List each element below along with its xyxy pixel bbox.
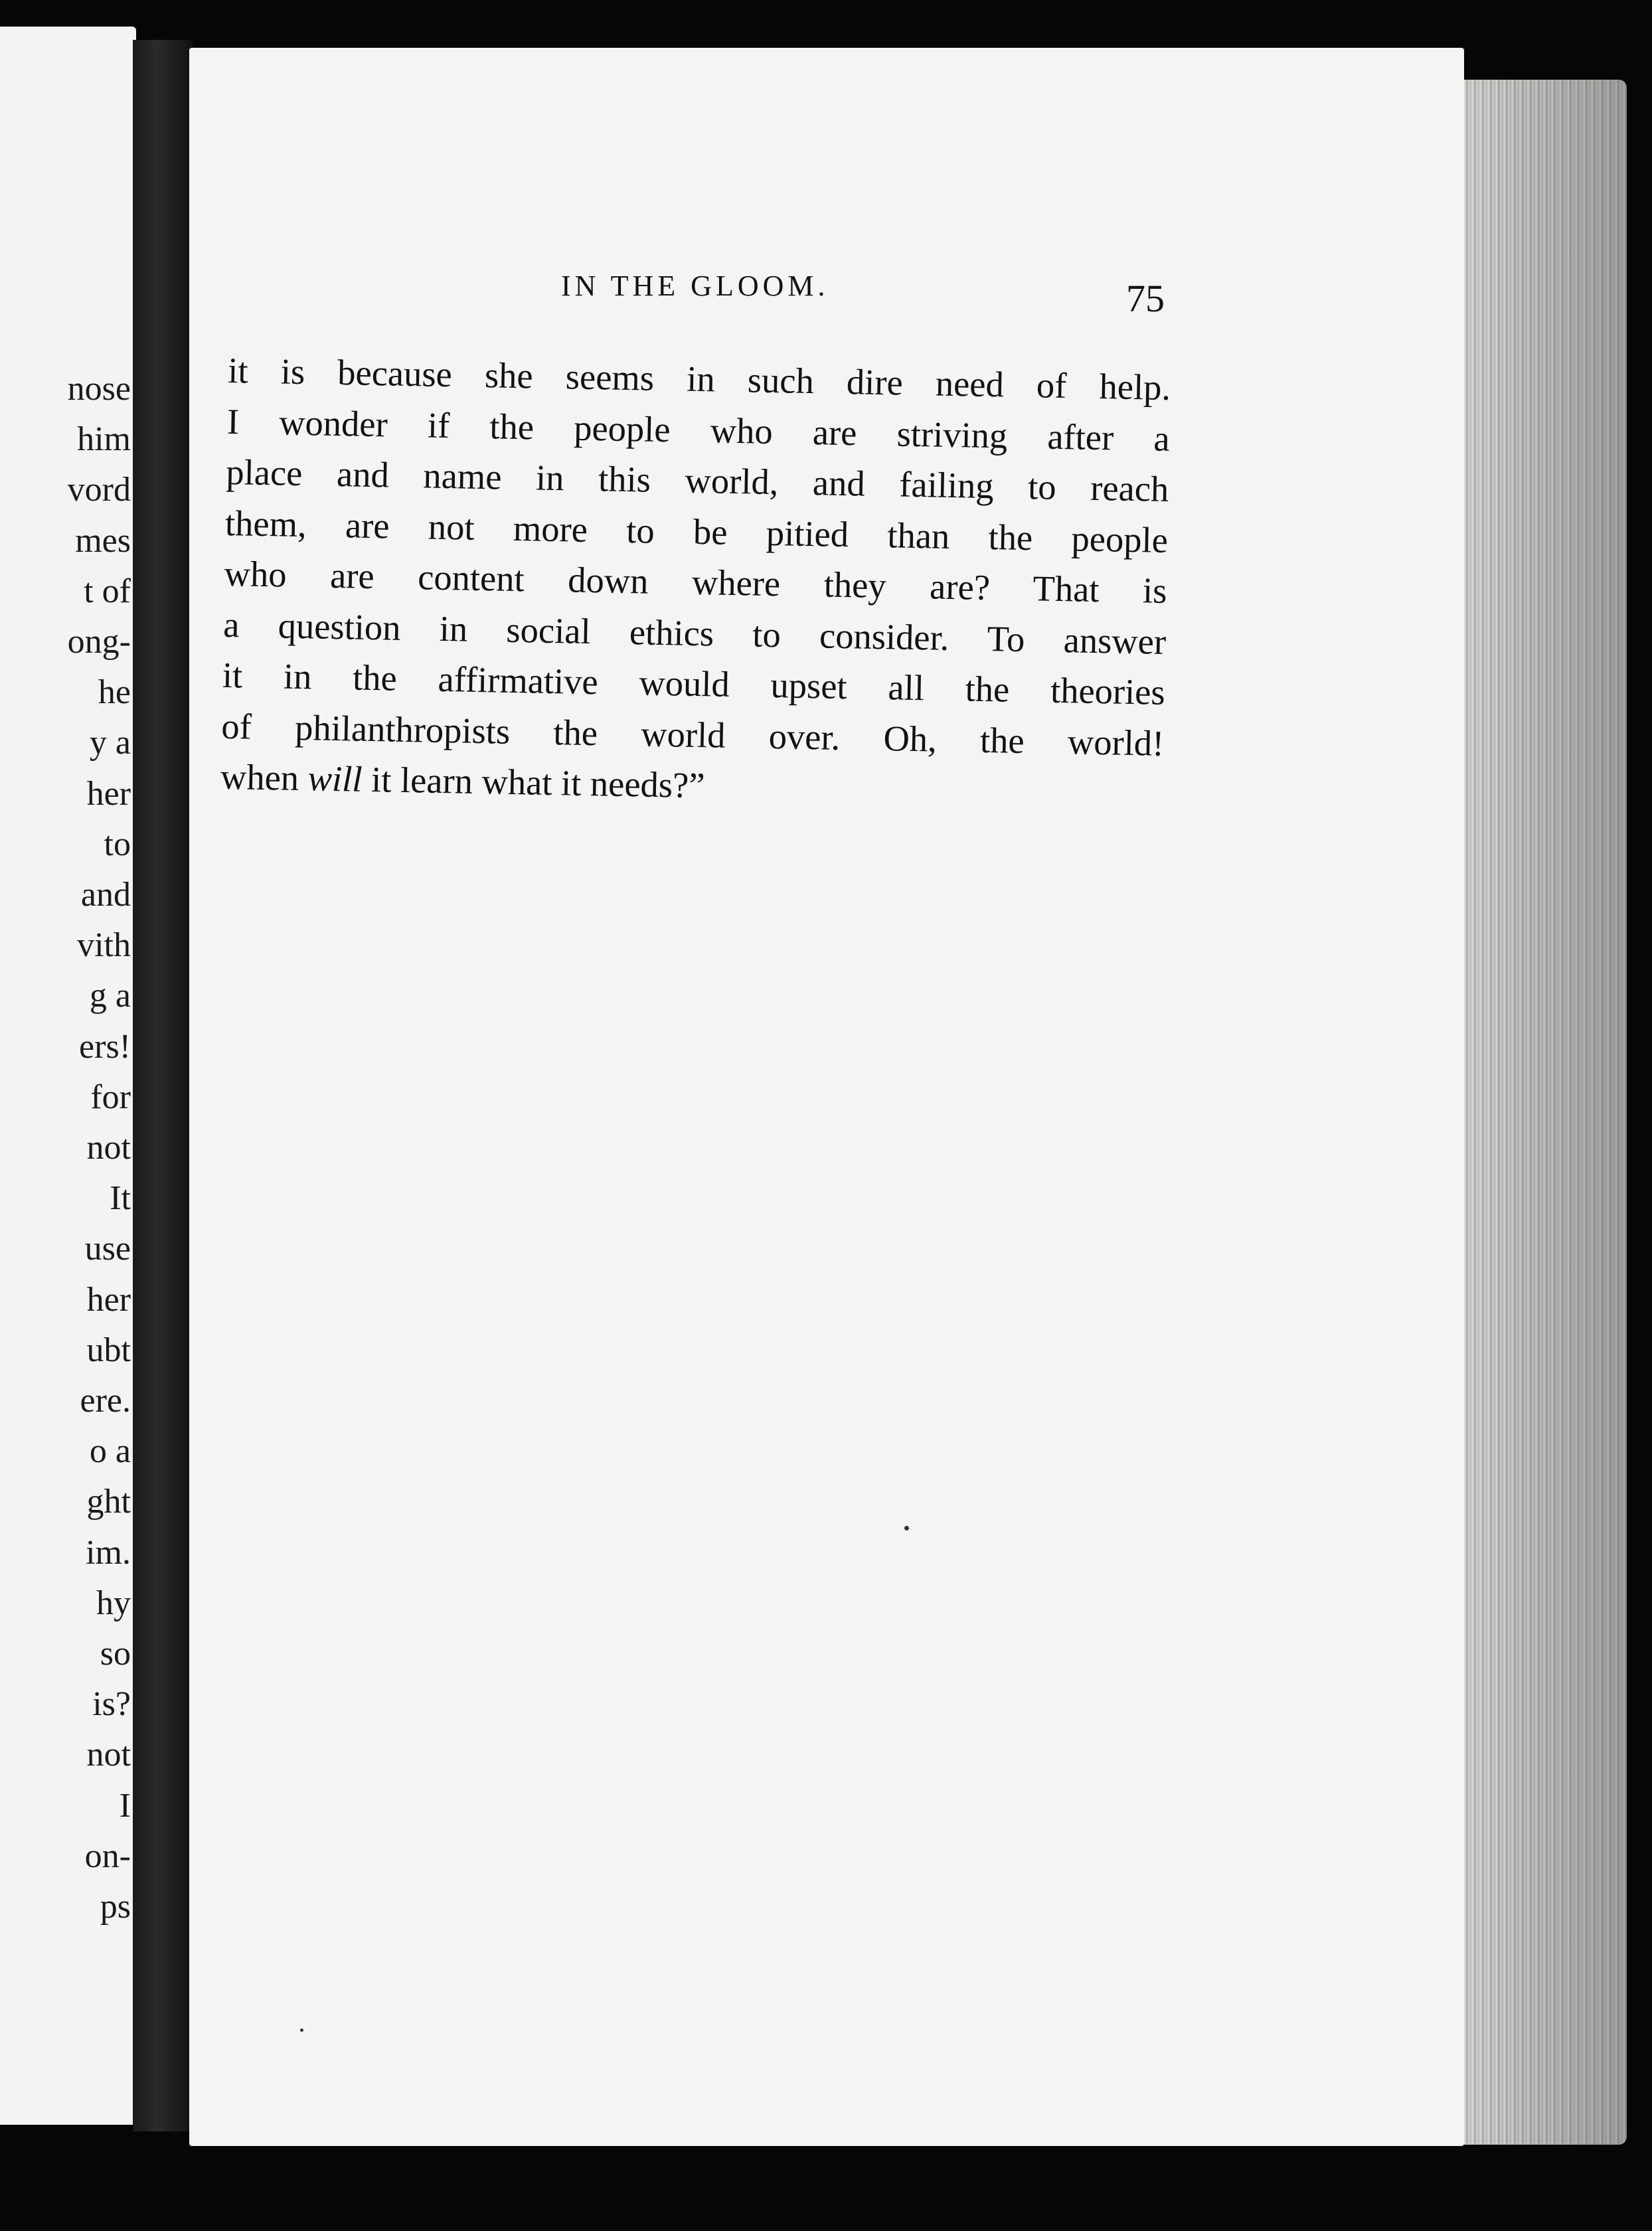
book-gutter xyxy=(133,40,193,2131)
facing-line: g a xyxy=(89,977,131,1015)
text-line: who are content down where they are? That is xyxy=(224,552,1168,611)
emphasized-word: will xyxy=(307,758,363,799)
facing-line: not xyxy=(86,1736,131,1774)
facing-line: him xyxy=(77,420,131,459)
facing-line: ong- xyxy=(67,623,131,661)
facing-line: vord xyxy=(67,471,131,509)
facing-line: ght xyxy=(86,1483,131,1521)
text-line: it in the affirmative would upset all the theories xyxy=(222,654,1166,712)
text-run: it learn what it needs?” xyxy=(361,758,706,806)
facing-line: ps xyxy=(100,1888,131,1926)
facing-page xyxy=(0,27,136,2125)
facing-line: mes xyxy=(75,521,131,560)
facing-line: vith xyxy=(77,926,131,965)
text-line: a question in social ethics to consider. To answer xyxy=(222,604,1167,662)
body-text xyxy=(220,345,1171,819)
facing-line: t of xyxy=(84,572,131,610)
facing-line: her xyxy=(86,1280,131,1319)
facing-line: use xyxy=(84,1230,131,1268)
text-line: them, are not more to be pitied than the people xyxy=(224,502,1169,560)
print-speck xyxy=(300,2028,303,2032)
running-head: IN THE GLOOM. xyxy=(561,270,829,302)
facing-line: so xyxy=(100,1635,131,1673)
facing-line: for xyxy=(90,1078,131,1116)
facing-line: hy xyxy=(96,1584,131,1622)
facing-line: o a xyxy=(89,1432,131,1471)
facing-line: y a xyxy=(89,724,131,762)
facing-line: not xyxy=(86,1129,131,1167)
facing-line: ers! xyxy=(79,1027,131,1066)
facing-line: he xyxy=(98,673,131,712)
facing-line: I xyxy=(119,1786,131,1825)
text-line: of philanthropists the world over. Oh, the world! xyxy=(220,705,1165,764)
facing-line: ere. xyxy=(80,1382,131,1420)
facing-line: on- xyxy=(84,1837,131,1875)
print-speck xyxy=(904,1526,909,1530)
facing-line: ubt xyxy=(86,1331,131,1369)
text-line: place and name in this world, and failing to reach xyxy=(225,451,1169,509)
facing-page-text xyxy=(0,364,131,1932)
facing-line: It xyxy=(110,1179,131,1218)
text-line: it is because she seems in such dire need of help. xyxy=(227,349,1171,408)
page-number: 75 xyxy=(1126,277,1165,320)
facing-line: and xyxy=(80,876,131,914)
text-run: when xyxy=(220,756,309,799)
facing-line: im. xyxy=(86,1533,131,1572)
facing-line: to xyxy=(104,825,131,863)
text-line: I wonder if the people who are striving after a xyxy=(226,400,1171,459)
facing-line: is? xyxy=(92,1685,131,1724)
facing-line: her xyxy=(86,774,131,813)
facing-line: nose xyxy=(67,370,131,408)
